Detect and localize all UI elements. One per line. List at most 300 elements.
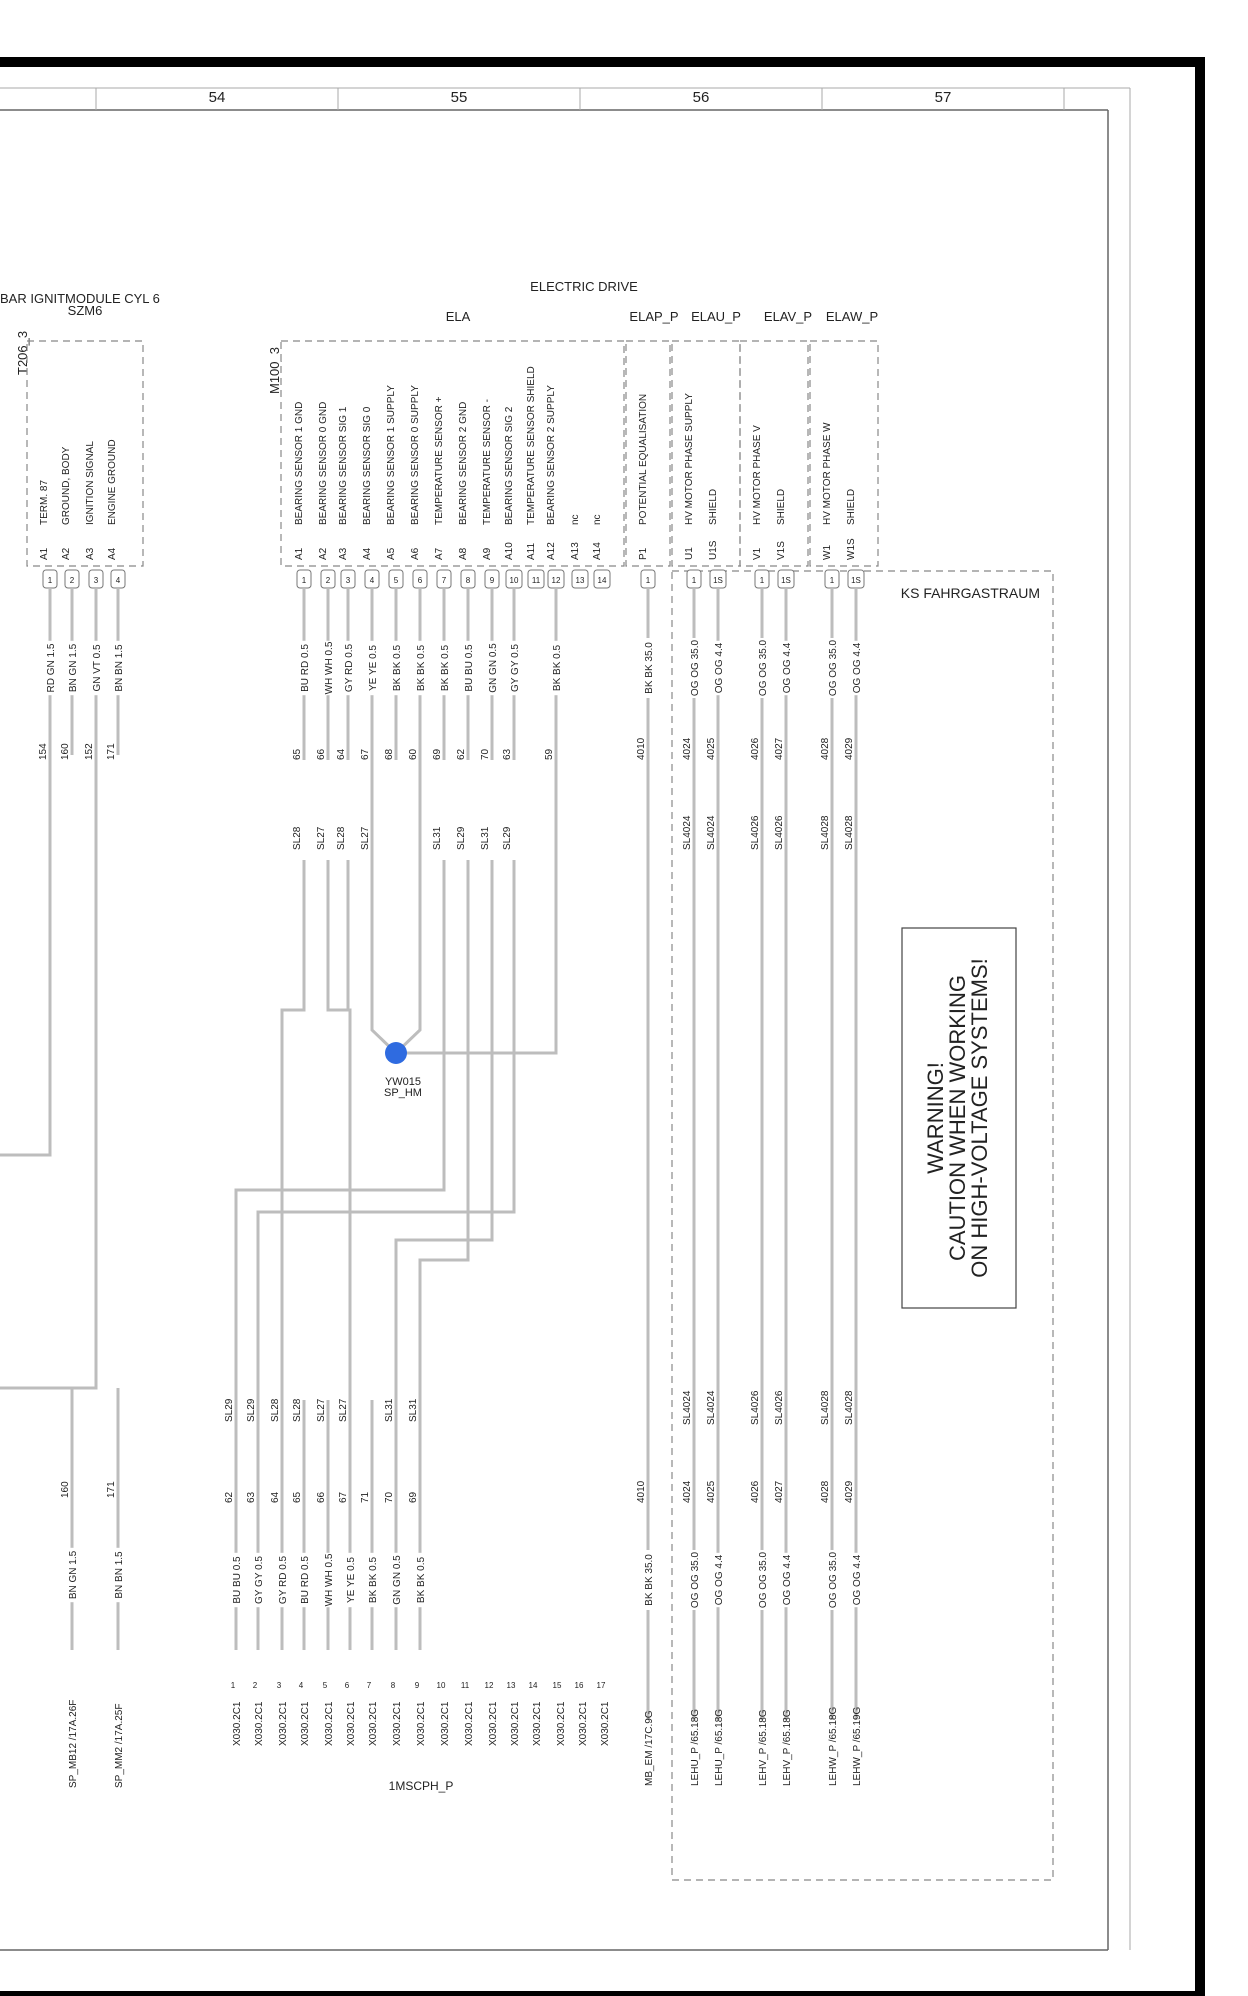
shield-ref: SL29 [456, 826, 467, 850]
terminal-number: 10 [436, 1681, 446, 1690]
bottom-wire-left[interactable] [60, 1388, 79, 1788]
x030-terminal-17[interactable] [597, 1681, 611, 1746]
hv-pin-V1S[interactable] [774, 489, 794, 1720]
splice-point-yw015[interactable] [385, 1042, 407, 1064]
hv-destination[interactable] [844, 1390, 863, 1786]
shield-ref: SL31 [432, 826, 443, 850]
hv-group-title: ELAU_P [691, 309, 741, 324]
ignition-module-code: SZM6 [67, 303, 103, 318]
x030-terminal-1[interactable] [224, 1398, 243, 1746]
pin-id: A3 [85, 547, 96, 560]
terminal-number: 6 [344, 1681, 350, 1690]
shield-ref: SL4028 [844, 815, 855, 850]
hv-group-title: ELAW_P [825, 309, 879, 324]
pin-number: 4 [369, 576, 375, 585]
splice-sub: SP_HM [384, 1087, 422, 1099]
shield-ref: SL4026 [774, 1390, 785, 1425]
circuit-id: 4027 [774, 1480, 785, 1503]
terminal-number: 12 [484, 1681, 494, 1690]
ela-pin-A7[interactable] [432, 396, 451, 850]
warning-line-3: ON HIGH-VOLTAGE SYSTEMS! [967, 958, 992, 1278]
column-label: 54 [208, 89, 226, 106]
circuit-id: 4027 [774, 737, 785, 760]
wire-color-code: OG OG 4.4 [714, 642, 725, 694]
ela-pin-A4[interactable] [360, 406, 379, 850]
pin-id: V1S [776, 541, 787, 560]
circuit-id: 67 [338, 1491, 349, 1503]
shield-ref: SL31 [384, 1398, 395, 1422]
ela-pin-A1[interactable] [292, 402, 311, 850]
pin-id: A6 [410, 547, 421, 560]
pin-id: A7 [434, 547, 445, 560]
wire-color-code: BN BN 1.5 [114, 1551, 125, 1599]
circuit-id: 4010 [636, 737, 647, 760]
wire-color-code: YE YE 0.5 [346, 1557, 357, 1603]
wire-route [0, 755, 50, 1155]
wire-color-code: OG OG 4.4 [782, 642, 793, 694]
ela-pin-A10[interactable] [502, 406, 522, 850]
shield-ref: SL4028 [844, 1390, 855, 1425]
circuit-id: 66 [316, 1491, 327, 1503]
wire-route [396, 755, 420, 1053]
warning-line-2: CAUTION WHEN WORKING [945, 975, 970, 1261]
circuit-id: 4025 [706, 1480, 717, 1503]
circuit-id: 4026 [750, 737, 761, 760]
circuit-id: 154 [38, 743, 49, 760]
ela-connector-label: M100_3 [267, 347, 282, 394]
pin-id: A1 [294, 547, 305, 560]
shield-ref: SL31 [480, 826, 491, 850]
terminal-name: X030.2C1 [300, 1701, 311, 1746]
wire-destination: SP_MB12 /17A.26F [68, 1699, 79, 1788]
terminal-number: 14 [528, 1681, 538, 1690]
circuit-id: 70 [480, 748, 491, 760]
wire-color-code: OG OG 35.0 [690, 639, 701, 697]
pin-function-label: BEARING SENSOR 0 SUPPLY [410, 385, 421, 525]
pin-number: 8 [465, 576, 471, 585]
circuit-id: 4028 [820, 737, 831, 760]
pin-id: A11 [526, 542, 537, 560]
hv-destination[interactable] [750, 1390, 769, 1786]
x030-connector-label: 1MSCPH_P [388, 1779, 454, 1793]
x030-terminal-6[interactable] [338, 1398, 357, 1746]
ela-title: ELA [445, 309, 471, 324]
pin-function-label: nc [592, 514, 603, 525]
circuit-id: 67 [360, 748, 371, 760]
pin-number: 9 [489, 576, 495, 585]
pin-number: 12 [551, 576, 561, 585]
shield-ref: SL4028 [820, 1390, 831, 1425]
wire-destination: LEHU_P /65.18G [690, 1708, 701, 1786]
terminal-number: 3 [276, 1681, 282, 1690]
pin-function-label: BEARING SENSOR 1 GND [294, 401, 305, 525]
column-label: 57 [934, 89, 952, 106]
wire-color-code: OG OG 35.0 [828, 639, 839, 697]
shield-ref: SL29 [246, 1398, 257, 1422]
wire-color-code: GN GN 0.5 [488, 643, 499, 693]
pin-number: 14 [597, 576, 607, 585]
pin-id: A12 [546, 542, 557, 560]
ela-pin-A12[interactable] [544, 385, 564, 760]
hv-pin-U1[interactable] [682, 393, 701, 1720]
shield-ref: SL27 [316, 826, 327, 850]
pin-id: V1 [752, 547, 763, 560]
pin-number: 7 [441, 576, 447, 585]
x030-terminal-2[interactable] [246, 1398, 265, 1746]
wire-color-code: OG OG 35.0 [758, 639, 769, 697]
wire-route [258, 860, 514, 1400]
terminal-name: X030.2C1 [368, 1701, 379, 1746]
pin-id: A4 [362, 547, 373, 560]
pin-number: 1 [301, 576, 307, 585]
terminal-number: 15 [552, 1681, 562, 1690]
x030-terminal-8[interactable] [384, 1398, 403, 1746]
hv-destination[interactable] [636, 1480, 655, 1786]
terminal-number: 11 [460, 1681, 470, 1690]
pin-function-label: HV MOTOR PHASE W [822, 422, 833, 525]
hv-pin-V1[interactable] [750, 425, 769, 1720]
circuit-id: 70 [384, 1491, 395, 1503]
pin-id: P1 [638, 547, 649, 560]
wire-destination: MB_EM /17C.9G [644, 1710, 655, 1786]
circuit-id: 69 [432, 748, 443, 760]
shield-ref: SL4024 [682, 1390, 693, 1425]
pin-id: A13 [570, 542, 581, 560]
shield-ref: SL4024 [706, 815, 717, 850]
shield-ref: SL29 [502, 826, 513, 850]
wire-color-code: OG OG 4.4 [714, 1554, 725, 1606]
circuit-id: 63 [502, 748, 513, 760]
shield-ref: SL27 [316, 1398, 327, 1422]
circuit-id: 59 [544, 748, 555, 760]
wire-color-code: BU BU 0.5 [464, 644, 475, 692]
terminal-name: X030.2C1 [232, 1701, 243, 1746]
hv-destination[interactable] [706, 1390, 725, 1786]
x030-terminal-9[interactable] [408, 1398, 427, 1746]
circuit-id: 62 [456, 748, 467, 760]
wire-color-code: GY RD 0.5 [344, 643, 355, 693]
terminal-number: 2 [252, 1681, 258, 1690]
pin-function-label: HV MOTOR PHASE V [752, 425, 763, 525]
wire-color-code: OG OG 4.4 [782, 1554, 793, 1606]
terminal-name: X030.2C1 [532, 1701, 543, 1746]
wire-columns [38, 366, 864, 1788]
pin-number: 1 [645, 576, 651, 585]
terminal-number: 16 [574, 1681, 584, 1690]
hv-group-title: ELAV_P [763, 309, 813, 324]
wire-routes [0, 755, 556, 1400]
x030-terminal-16[interactable] [575, 1681, 589, 1746]
wire-destination: SP_MM2 /17A.25F [114, 1703, 125, 1788]
pin-number: 13 [575, 576, 585, 585]
bottom-wire-left[interactable] [106, 1388, 125, 1788]
electric-drive-title: ELECTRIC DRIVE [530, 279, 638, 294]
hv-group-box [810, 341, 878, 566]
hv-pin-P1[interactable] [636, 394, 655, 1720]
pin-number: 1 [691, 576, 697, 585]
shield-ref: SL27 [338, 1398, 349, 1422]
ela-pin-A3[interactable] [336, 406, 355, 850]
terminal-name: X030.2C1 [488, 1701, 499, 1746]
circuit-id: 4024 [682, 737, 693, 760]
wire-color-code: BK BK 35.0 [644, 642, 655, 694]
wire-color-code: BU BU 0.5 [232, 1556, 243, 1604]
pin-function-label: SHIELD [846, 488, 857, 525]
hv-destination[interactable] [774, 1390, 793, 1786]
shield-ref: SL28 [270, 1398, 281, 1422]
ela-pin-A11[interactable] [526, 366, 544, 588]
pin-function-label: TEMPERATURE SENSOR SHIELD [526, 366, 537, 525]
pin-number: 1 [47, 576, 53, 585]
x030-terminal-3[interactable] [270, 1398, 289, 1746]
wire-color-code: RD GN 1.5 [46, 643, 57, 693]
ela-pin-A5[interactable] [384, 385, 403, 760]
terminal-name: X030.2C1 [324, 1701, 335, 1746]
column-label: 55 [450, 89, 468, 106]
pin-id: U1S [708, 540, 719, 560]
circuit-id: 4024 [682, 1480, 693, 1503]
terminal-number: 4 [298, 1681, 304, 1690]
wire-color-code: OG OG 35.0 [758, 1551, 769, 1609]
wire-color-code: BK BK 0.5 [440, 644, 451, 692]
pin-function-label: nc [570, 514, 581, 525]
hv-group-title: ELAP_P [629, 309, 679, 324]
hv-destination[interactable] [682, 1390, 701, 1786]
pin-id: A3 [338, 547, 349, 560]
shield-ref: SL4026 [774, 815, 785, 850]
hv-group-box [740, 341, 808, 566]
terminal-number: 13 [506, 1681, 516, 1690]
wire-color-code: OG OG 4.4 [852, 1554, 863, 1606]
ignition-connector-label: T206_3 [15, 330, 30, 375]
hv-group-box [672, 341, 740, 566]
pin-function-label: TEMPERATURE SENSOR + [434, 396, 445, 525]
circuit-id: 68 [384, 748, 395, 760]
pin-function-label: BEARING SENSOR SIG 1 [338, 406, 349, 525]
pin-number: 3 [93, 576, 99, 585]
circuit-id: 171 [106, 743, 117, 760]
wire-route [0, 755, 96, 1388]
pin-function-label: POTENTIAL EQUALISATION [638, 393, 649, 525]
circuit-id: 4028 [820, 1480, 831, 1503]
shield-ref: SL28 [292, 1398, 303, 1422]
pin-id: A2 [318, 547, 329, 560]
terminal-number: 17 [596, 1681, 606, 1690]
circuit-id: 152 [84, 743, 95, 760]
wire-color-code: BK BK 0.5 [552, 644, 563, 692]
wire-color-code: OG OG 35.0 [690, 1551, 701, 1609]
pin-number: 1S [851, 576, 861, 585]
circuit-id: 63 [246, 1491, 257, 1503]
hv-pin-W1S[interactable] [844, 489, 864, 1720]
shield-ref: SL27 [360, 826, 371, 850]
x030-terminal-7[interactable] [360, 1400, 379, 1746]
pin-id: A10 [504, 542, 515, 560]
wire-color-code: BK BK 35.0 [644, 1554, 655, 1606]
shield-ref: SL4024 [682, 815, 693, 850]
pin-id: A8 [458, 547, 469, 560]
x030-terminal-5[interactable] [316, 1398, 335, 1746]
pin-number: 1S [713, 576, 723, 585]
hv-pin-U1S[interactable] [706, 489, 726, 1720]
circuit-id: 4010 [636, 1480, 647, 1503]
pin-number: 1 [759, 576, 765, 585]
pin-function-label: BEARING SENSOR 2 GND [458, 401, 469, 525]
pin-function-label: TEMPERATURE SENSOR - [482, 399, 493, 525]
wire-color-code: BN GN 1.5 [68, 643, 79, 693]
ignition-module-title: BAR IGNITMODULE CYL 6 [0, 291, 160, 306]
terminal-name: X030.2C1 [578, 1701, 589, 1746]
x030-terminal-11[interactable] [461, 1681, 475, 1746]
pin-function-label: SHIELD [708, 488, 719, 525]
shield-ref: SL4024 [706, 1390, 717, 1425]
ela-pin-A2[interactable] [316, 402, 335, 850]
ignition-pin-A3[interactable] [84, 441, 103, 760]
terminal-name: X030.2C1 [416, 1701, 427, 1746]
terminal-number: 7 [366, 1681, 372, 1690]
wire-route [372, 755, 396, 1053]
circuit-id: 4029 [844, 1480, 855, 1503]
wire-color-code: BU RD 0.5 [300, 1556, 311, 1604]
ela-pin-A14[interactable] [592, 514, 610, 588]
column-label: 56 [692, 89, 710, 106]
pin-number: 2 [325, 576, 331, 585]
wire-color-code: BU RD 0.5 [300, 644, 311, 692]
circuit-id: 60 [408, 748, 419, 760]
x030-terminal-4[interactable] [292, 1398, 311, 1746]
wire-color-code: OG OG 4.4 [852, 642, 863, 694]
terminal-name: X030.2C1 [556, 1701, 567, 1746]
shield-ref: SL28 [336, 826, 347, 850]
circuit-id: 160 [60, 1481, 71, 1498]
pin-id: A1 [39, 547, 50, 560]
hv-destination[interactable] [820, 1390, 839, 1786]
x030-terminal-13[interactable] [507, 1681, 521, 1746]
terminal-name: X030.2C1 [346, 1701, 357, 1746]
shield-ref: SL31 [408, 1398, 419, 1422]
wire-destination: LEHW_P /65.18G [828, 1706, 839, 1786]
pin-id: A5 [386, 547, 397, 560]
terminal-number: 9 [414, 1681, 420, 1690]
circuit-id: 71 [360, 1491, 371, 1503]
ignition-pin-A2[interactable] [60, 446, 79, 760]
wire-color-code: WH WH 0.5 [324, 641, 335, 695]
terminal-name: X030.2C1 [440, 1701, 451, 1746]
terminal-name: X030.2C1 [254, 1701, 265, 1746]
x030-terminal-10[interactable] [437, 1681, 451, 1746]
ela-pin-A6[interactable] [408, 385, 427, 760]
pin-function-label: BEARING SENSOR SIG 2 [504, 406, 515, 525]
wire-color-code: GY RD 0.5 [278, 1555, 289, 1605]
ignition-pin-A1[interactable] [38, 480, 57, 760]
wire-route [282, 860, 304, 1400]
pin-function-label: BEARING SENSOR 0 GND [318, 401, 329, 525]
hv-pin-W1[interactable] [820, 422, 839, 1720]
pin-number: 5 [393, 576, 399, 585]
pin-function-label: IGNITION SIGNAL [85, 441, 96, 525]
pin-number: 2 [69, 576, 75, 585]
wire-color-code: GY GY 0.5 [510, 644, 521, 692]
wire-route [236, 860, 444, 1400]
pin-function-label: HV MOTOR PHASE SUPPLY [684, 393, 695, 525]
terminal-name: X030.2C1 [392, 1701, 403, 1746]
circuit-id: 65 [292, 1491, 303, 1503]
wire-color-code: BK BK 0.5 [392, 644, 403, 692]
terminal-name: X030.2C1 [278, 1701, 289, 1746]
circuit-id: 65 [292, 748, 303, 760]
pin-id: A9 [482, 547, 493, 560]
pin-id: A4 [107, 547, 118, 560]
pin-function-label: TERM. 87 [39, 479, 50, 525]
pin-number: 3 [345, 576, 351, 585]
pin-function-label: GROUND, BODY [61, 446, 72, 525]
ela-pin-A13[interactable] [570, 514, 588, 588]
pin-function-label: BEARING SENSOR SIG 0 [362, 406, 373, 525]
shield-ref: SL28 [292, 826, 303, 850]
wire-color-code: WH WH 0.5 [324, 1553, 335, 1607]
terminal-name: X030.2C1 [600, 1701, 611, 1746]
ks-fahrgastraum-label: KS FAHRGASTRAUM [900, 585, 1040, 601]
wire-color-code: BN BN 1.5 [114, 644, 125, 692]
pin-function-label: BEARING SENSOR 1 SUPPLY [386, 385, 397, 525]
circuit-id: 64 [270, 1491, 281, 1503]
wire-destination: LEHV_P /65.18G [782, 1709, 793, 1786]
wire-color-code: YE YE 0.5 [368, 645, 379, 691]
x030-terminal-12[interactable] [485, 1681, 499, 1746]
wire-color-code: GN GN 0.5 [392, 1555, 403, 1605]
ela-pin-A8[interactable] [456, 402, 475, 850]
splice-name: YW015 [384, 1076, 422, 1088]
pin-number: 4 [115, 576, 121, 585]
wire-color-code: BK BK 0.5 [416, 644, 427, 692]
pin-id: A2 [61, 547, 72, 560]
ela-box [281, 341, 624, 566]
x030-terminal-15[interactable] [553, 1681, 567, 1746]
shield-ref: SL29 [224, 1398, 235, 1422]
wire-destination: LEHU_P /65.18G [714, 1708, 725, 1786]
pin-number: 11 [531, 576, 541, 585]
circuit-id: 64 [336, 748, 347, 760]
wire-color-code: BK BK 0.5 [416, 1556, 427, 1604]
ignition-pin-A4[interactable] [106, 439, 125, 760]
warning-line-1: WARNING! [923, 1062, 948, 1174]
pin-function-label: ENGINE GROUND [107, 439, 118, 525]
terminal-name: X030.2C1 [510, 1701, 521, 1746]
pin-id: U1 [684, 547, 695, 560]
terminal-name: X030.2C1 [464, 1701, 475, 1746]
pin-number: 1S [781, 576, 791, 585]
pin-number: 6 [417, 576, 423, 585]
circuit-id: 4025 [706, 737, 717, 760]
terminal-number: 8 [390, 1681, 396, 1690]
wire-color-code: BN GN 1.5 [68, 1550, 79, 1600]
ela-pin-A9[interactable] [480, 399, 499, 850]
circuit-id: 4026 [750, 1480, 761, 1503]
circuit-id: 4029 [844, 737, 855, 760]
pin-id: A14 [592, 542, 603, 560]
shield-ref: SL4026 [750, 815, 761, 850]
x030-terminal-14[interactable] [529, 1681, 543, 1746]
column-dividers [96, 88, 1064, 110]
circuit-id: 69 [408, 1491, 419, 1503]
pin-id: W1S [846, 538, 857, 560]
pin-function-label: SHIELD [776, 488, 787, 525]
shield-ref: SL4028 [820, 815, 831, 850]
wire-color-code: BK BK 0.5 [368, 1556, 379, 1604]
pin-number: 1 [829, 576, 835, 585]
circuit-id: 160 [60, 743, 71, 760]
wire-color-code: OG OG 35.0 [828, 1551, 839, 1609]
